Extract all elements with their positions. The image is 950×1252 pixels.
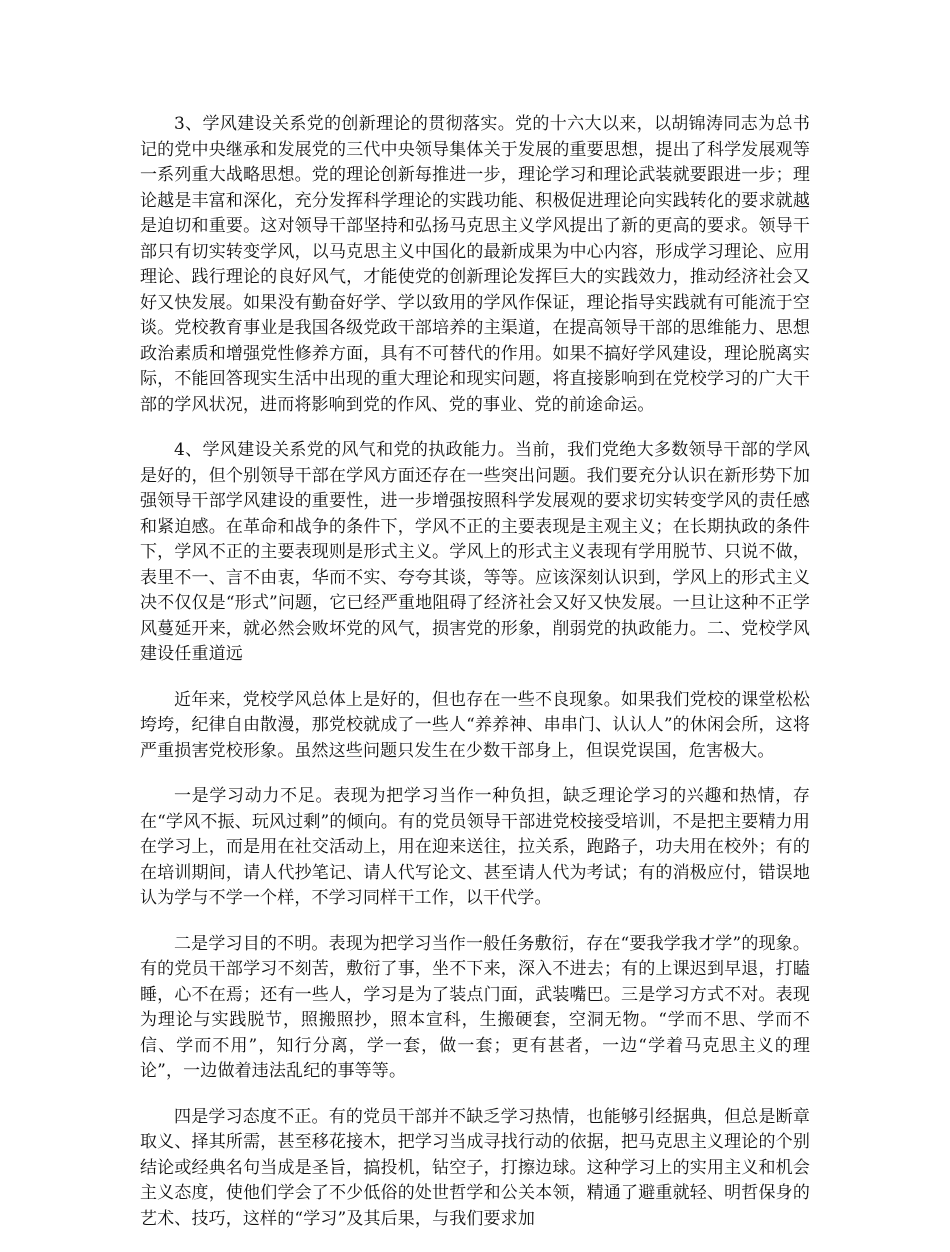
paragraph-4: 一是学习动力不足。表现为把学习当作一种负担，缺乏理论学习的兴趣和热情，存在“学风不振、玩风过剩”的倾向。有的党员领导干部进党校接受培训，不是把主要精力用在学习上，而是用在社交活动上，用在迎来送往，拉关系，跑路子，功夫用在校外；有的在培训期间，请人代抄笔记、请人代写论文、甚至请人代为考试；有的消极应付，错误地认为学与不学一个样，不学习同样干工作，以干代学。 [140,786,810,908]
paragraph-2: 4、学风建设关系党的风气和党的执政能力。当前，我们党绝大多数领导干部的学风是好的，但个别领导干部在学风方面还存在一些突出问题。我们要充分认识在新形势下加强领导干部学风建设的重要性，进一步增强按照科学发展观的要求切实转变学风的责任感和紧迫感。在革命和战争的条件下，学风不正的主要表现是主观主义；在长期执政的条件下，学风不正的主要表现则是形式主义。学风上的形式主义表现有学用脱节、只说不做，表里不一、言不由衷，华而不实、夸夸其谈，等等。应该深刻认识到，学风上的形式主义决不仅仅是“形式”问题，它已经严重地阻碍了经济社会又好又快发展。一旦让这种不正学风蔓延开来，就必然会败坏党的风气，损害党的形象，削弱党的执政能力。二、党校学风建设任重道远 [140,440,810,664]
paragraph-6: 四是学习态度不正。有的党员干部并不缺乏学习热情，也能够引经据典，但总是断章取义、择其所需，甚至移花接木，把学习当成寻找行动的依据，把马克思主义理论的个别结论或经典名句当成是圣旨，搞投机，钻空子，打擦边球。这种学习上的实用主义和机会主义态度，使他们学会了不少低俗的处世哲学和公关本领，精通了避重就轻、明哲保身的艺术、技巧，这样的“学习”及其后果，与我们要求加 [140,1106,810,1229]
paragraph-5: 二是学习目的不明。表现为把学习当作一般任务敷衍，存在“要我学我才学”的现象。有的党员干部学习不刻苦，敷衍了事，坐不下来，深入不进去；有的上课迟到早退，打瞌睡，心不在焉；还有一些人，学习是为了装点门面，武装嘴巴。三是学习方式不对。表现为理论与实践脱节，照搬照抄，照本宣科，生搬硬套，空洞无物。“学而不思、学而不信、学而不用”，知行分离，学一套，做一套；更有甚者，一边“学着马克思主义的理论”，一边做着违法乱纪的事等等。 [140,933,810,1081]
paragraph-3: 近年来，党校学风总体上是好的，但也存在一些不良现象。如果我们党校的课堂松松垮垮，纪律自由散漫，那党校就成了一些人“养养神、串串门、认认人”的休闲会所，这将严重损害党校形象。虽然这些问题只发生在少数干部身上，但误党误国，危害极大。 [140,689,810,761]
paragraph-1: 3、学风建设关系党的创新理论的贯彻落实。党的十六大以来，以胡锦涛同志为总书记的党中央继承和发展党的三代中央领导集体关于发展的重要思想，提出了科学发展观等一系列重大战略思想。党的理论创新每推进一步，理论学习和理论武装就要跟进一步；理论越是丰富和深化，充分发挥科学理论的实践功能、积极促进理论向实践转化的要求就越是迫切和重要。这对领导干部坚持和弘扬马克思主义学风提出了新的更高的要求。领导干部只有切实转变学风，以马克思主义中国化的最新成果为中心内容，形成学习理论、应用理论、践行理论的良好风气，才能使党的创新理论发挥巨大的实践效力，推动经济社会又好又快发展。如果没有勤奋好学、学以致用的学风作保证，理论指导实践就有可能流于空谈。党校教育事业是我国各级党政干部培养的主渠道，在提高领导干部的思维能力、思想政治素质和增强党性修养方面，具有不可替代的作用。如果不搞好学风建设，理论脱离实际，不能回答现实生活中出现的重大理论和现实问题，将直接影响到在党校学习的广大干部的学风状况，进而将影响到党的作风、党的事业、党的前途命运。 [140,114,810,415]
document-body [140,112,810,1252]
